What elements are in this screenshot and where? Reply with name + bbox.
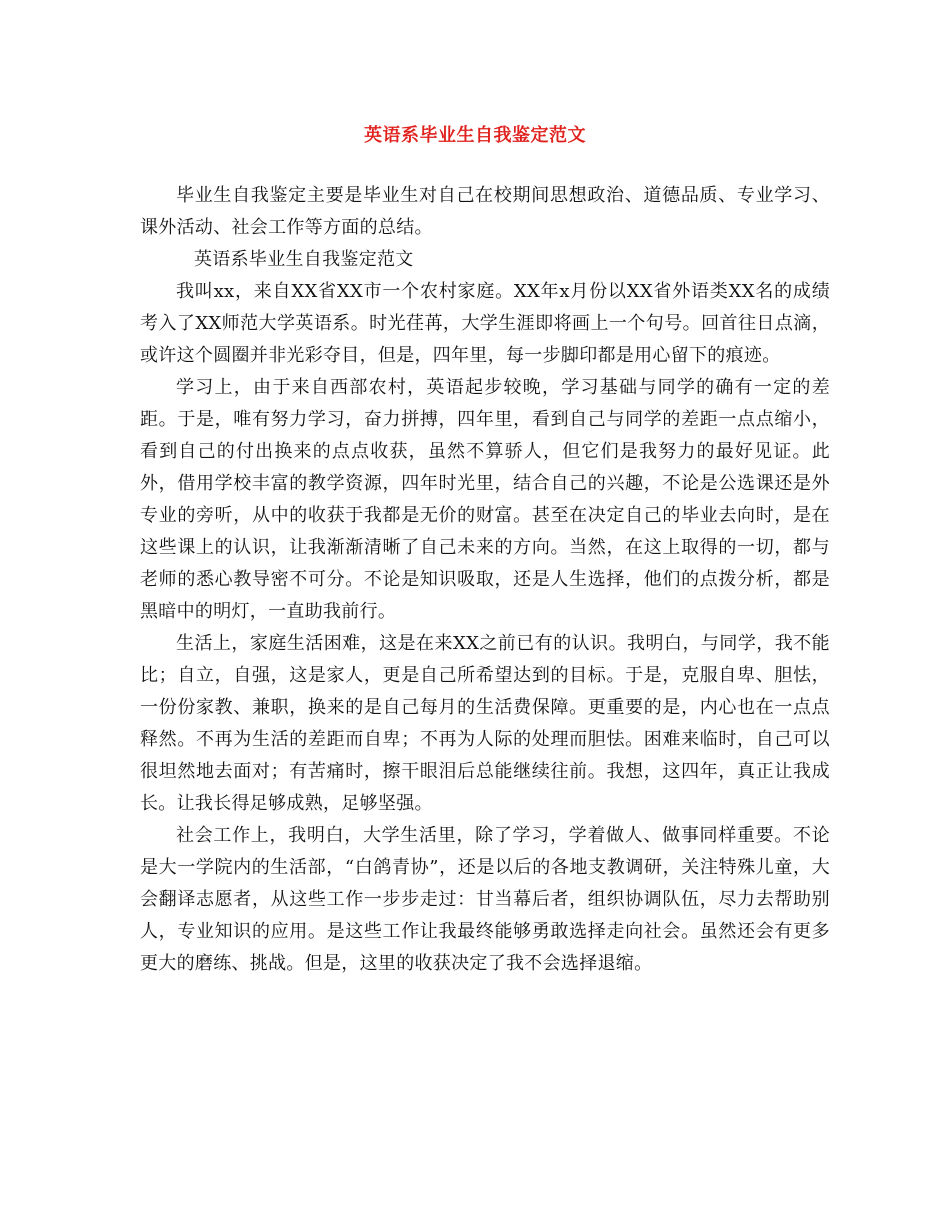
intro-paragraph: 毕业生自我鉴定主要是毕业生对自己在校期间思想政治、道德品质、专业学习、课外活动、社会工作等方面的总结。 <box>140 185 830 238</box>
life-paragraph: 生活上，家庭生活困难，这是在来XX之前已有的认识。我明白，与同学，我不能比；自立，自强，这是家人，更是自己所希望达到的目标。于是，克服自卑、胆怯，一份份家教、兼职，换来的是自己每月的生活费保障。更重要的是，内心也在一点点释然。不再为生活的差距而自卑；不再为人际的处理而胆怯。困难来临时，自己可以很坦然地去面对；有苦痛时，擦干眼泪后总能继续往前。我想，这四年，真正让我成长。让我长得足够成熟，足够坚强。 <box>140 633 830 814</box>
background-paragraph: 我叫xx，来自XX省XX市一个农村家庭。XX年x月份以XX省外语类XX名的成绩考入了XX师范大学英语系。时光荏苒，大学生涯即将画上一个句号。回首往日点滴，或许这个圆圈并非光彩夺目，但是，四年里，每一步脚印都是用心留下的痕迹。 <box>140 281 830 366</box>
document-title: 英语系毕业生自我鉴定范文 <box>364 125 586 146</box>
section-subtitle: 英语系毕业生自我鉴定范文 <box>194 249 414 270</box>
document-body <box>140 180 830 980</box>
study-paragraph: 学习上，由于来自西部农村，英语起步较晚，学习基础与同学的确有一定的差距。于是，唯有努力学习，奋力拼搏，四年里，看到自己与同学的差距一点点缩小，看到自己的付出换来的点点收获，虽然不算骄人，但它们是我努力的最好见证。此外，借用学校丰富的教学资源，四年时光里，结合自己的兴趣，不论是公选课还是外专业的旁听，从中的收获于我都是无价的财富。甚至在决定自己的毕业去向时，是在这些课上的认识，让我渐渐清晰了自己未来的方向。当然，在这上取得的一切，都与老师的悉心教导密不可分。不论是知识吸取，还是人生选择，他们的点拨分析，都是黑暗中的明灯，一直助我前行。 <box>140 377 830 622</box>
social-work-paragraph: 社会工作上，我明白，大学生活里，除了学习，学着做人、做事同样重要。不论是大一学院内的生活部，“白鸽青协”，还是以后的各地支教调研，关注特殊儿童，大会翻译志愿者，从这些工作一步步走过：甘当幕后者，组织协调队伍，尽力去帮助别人，专业知识的应用。是这些工作让我最终能够勇敢选择走向社会。虽然还会有更多更大的磨练、挑战。但是，这里的收获决定了我不会选择退缩。 <box>140 825 830 974</box>
